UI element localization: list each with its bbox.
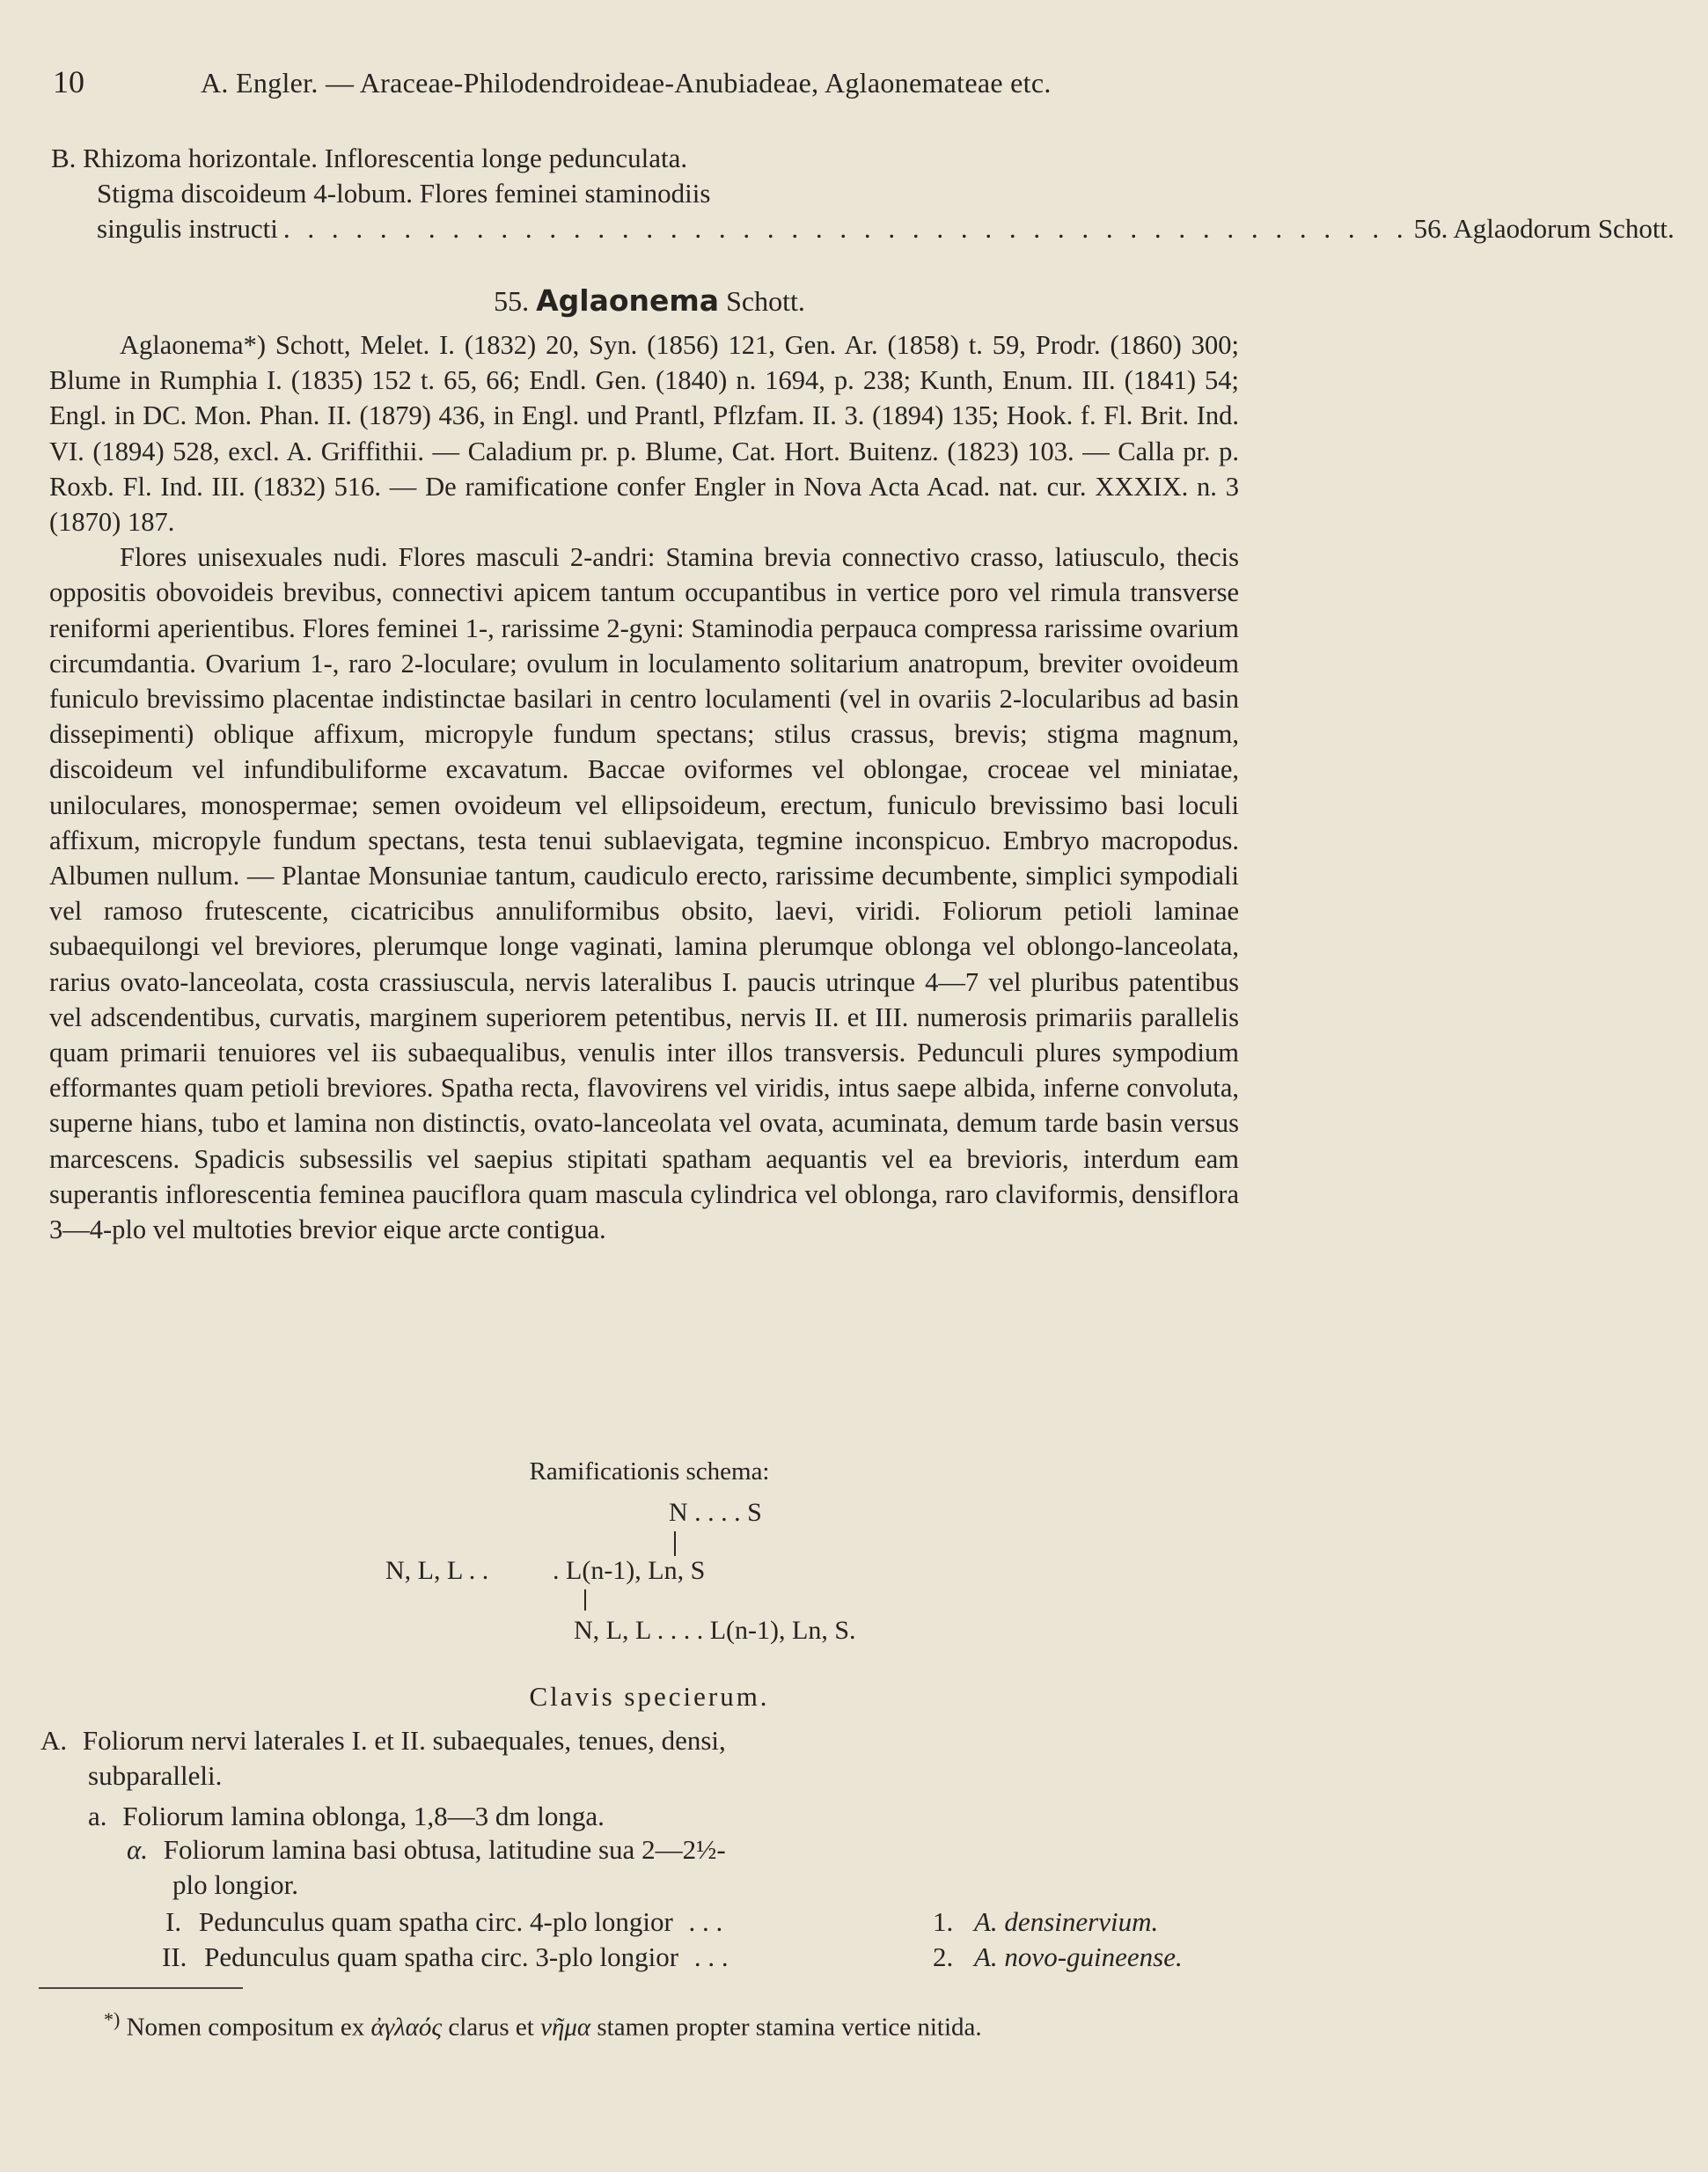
key-section-b xyxy=(51,141,1675,246)
footnote-marker: *) xyxy=(104,2008,121,2030)
key-A-label: A. xyxy=(40,1725,68,1756)
key-alpha-label: α. xyxy=(127,1834,149,1865)
footnote-greek-1: ἀγλαός xyxy=(370,2013,443,2042)
key-item-2 xyxy=(162,1940,729,1975)
leader-dots: . . . . . . . . . . . . . . . . . . . . . . . . . . . . . . . . . . . . . . . . . . . . . . . xyxy=(282,213,1409,244)
section-b-line1: B. Rhizoma horizontale. Inflorescentia longe pedunculata. xyxy=(51,143,688,173)
species-number: 1. xyxy=(933,1906,954,1937)
main-text xyxy=(49,327,1239,1247)
schema-row2-mid: . L(n-1), Ln, S xyxy=(553,1556,706,1585)
species-name: A. densinervium. xyxy=(974,1906,1159,1937)
footnote-greek-2: νῆμα xyxy=(540,2013,591,2042)
key-a xyxy=(88,1799,605,1834)
key-item-dots: . . . xyxy=(688,1906,723,1937)
clavis-title: Clavis specierum. xyxy=(529,1681,770,1712)
footnote-rule xyxy=(39,1987,243,1989)
key-a-label: a. xyxy=(88,1801,107,1831)
footnote xyxy=(104,2008,982,2043)
key-item-2-result xyxy=(933,1940,1183,1975)
footnote-text-before: Nomen compositum ex xyxy=(126,2013,365,2042)
species-name: A. novo-guineense. xyxy=(974,1941,1183,1972)
page-header xyxy=(53,63,1206,100)
key-item-1-result xyxy=(933,1904,1158,1940)
key-item-text: Pedunculus quam spatha circ. 3-plo longior xyxy=(204,1941,679,1972)
section-b-ref: 56. Aglaodorum Schott. xyxy=(1413,213,1675,244)
genus-heading xyxy=(0,283,1299,318)
species-number: 2. xyxy=(933,1941,954,1972)
key-A xyxy=(40,1723,726,1758)
key-alpha-text1: Foliorum lamina basi obtusa, latitudine sua 2—2½- xyxy=(163,1834,726,1865)
running-title: A. Engler. — Araceae-Philodendroideae-Anubiadeae, Aglaonemateae etc. xyxy=(201,67,1052,99)
key-item-label: II. xyxy=(162,1941,187,1972)
footnote-text-mid: clarus et xyxy=(448,2013,534,2042)
key-alpha-text2: plo longior. xyxy=(172,1869,298,1900)
key-alpha xyxy=(127,1832,726,1867)
key-item-label: I. xyxy=(165,1906,182,1937)
schema-row1: N . . . . S xyxy=(669,1498,762,1527)
schema-row3: N, L, L . . . . L(n-1), Ln, S. xyxy=(574,1616,856,1645)
genus-number: 55. xyxy=(494,285,530,317)
genus-author: Schott. xyxy=(726,285,805,317)
page-number: 10 xyxy=(53,64,84,99)
schema-title: Ramificationis schema: xyxy=(529,1457,770,1486)
section-b-line3-text: singulis instructi xyxy=(97,213,278,244)
key-item-1 xyxy=(165,1904,722,1940)
schema-connector-top xyxy=(674,1531,676,1556)
schema-row2-left: N, L, L . . xyxy=(385,1556,489,1585)
footnote-text-after: stamen propter stamina vertice nitida. xyxy=(597,2013,982,2042)
key-a-text: Foliorum lamina oblonga, 1,8—3 dm longa. xyxy=(122,1801,605,1831)
key-item-text: Pedunculus quam spatha circ. 4-plo longior xyxy=(198,1906,673,1937)
synonymy-paragraph: Aglaonema*) Schott, Melet. I. (1832) 20, Syn. (1856) 121, Gen. Ar. (1858) t. 59, Prodr. (1860) 300; Blume in Rumphia I. (1835) 152 t. 65, 66; Endl. Gen. (1840) n. 1694, p. 238; Kunth, Enum. III. (1841) 54; Engl. in DC. Mon. Phan. II. (1879) 436, in Engl. und Prantl, Pflzfam. II. 3. (1894) 135; Hook. f. Fl. Brit. Ind. VI. (1894) 528, excl. A. Griffithii. — Caladium pr. p. Blume, Cat. Hort. Buitenz. (1823) 103. — Calla pr. p. Roxb. Fl. Ind. III. (1832) 516. — De ramificatione confer Engler in Nova Acta Acad. nat. cur. XXXIX. n. 3 (1870) 187. xyxy=(49,330,1239,538)
schema-connector-bottom xyxy=(584,1589,586,1611)
description-paragraph: Flores unisexuales nudi. Flores masculi 2-andri: Stamina brevia connectivo crasso, latiusculo, thecis oppositis obovoideis brevibus, connectivi apicem tantum occupantibus in vertice poro vel rimula transverse reniformi aperientibus. Flores feminei 1-, rarissime 2-gyni: Staminodia perpauca compressa rarissime ovarium circumdantia. Ovarium 1-, raro 2-loculare; ovulum in loculamento solitarium anatropum, breviter ovoideum funiculo brevissimo placentae indistinctae basilari in centro loculamenti (vel in ovariis 2-locularibus ad basin dissepimenti) oblique affixum, micropyle fundum spectans; stilus crassus, brevis; stigma magnum, discoideum vel infundibuliforme excavatum. Baccae oviformes vel oblongae, croceae vel miniatae, uniloculares, monospermae; semen ovoideum vel ellipsoideum, erectum, funiculo brevissimo basi loculi affixum, micropyle fundum spectans, testa tenui sublaevigata, tegmine inconspicuo. Embryo macropodus. Albumen nullum. — Plantae Monsuniae tantum, caudiculo erecto, rarissime decumbente, simplici sympodiali vel ramoso frutescente, cicatricibus annuliformibus obsito, laevi, viridi. Foliorum petioli laminae subaequilongi vel breviores, plerumque longe vaginati, lamina plerumque oblonga vel oblongo-lanceolata, rarius ovato-lanceolata, costa crassiuscula, nervis lateralibus I. paucis utrinque 4—7 vel pluribus patentibus vel adscendentibus, curvatis, marginem superiorem petentibus, nervis II. et III. numerosis primariis parallelis quam primarii tenuiores vel iis subaequalibus, venulis inter illos transversis. Pedunculi plures sympodium efformantes quam petioli breviores. Spatha recta, flavovirens vel viridis, intus saepe albida, inferne convoluta, superne hians, tubo et lamina non distinctis, ovato-lanceolata vel ovata, acuminata, demum tarde basin versus marcescens. Spadicis subsessilis vel saepius stipitati spatham aequantis vel ea brevioris, interdum eam superantis inflorescentia feminea pauciflora quam mascula cylindrica vel oblonga, raro claviformis, densiflora 3—4-plo vel multoties brevior eique arcte contigua. xyxy=(49,542,1239,1245)
key-A-text2: subparalleli. xyxy=(88,1760,223,1791)
genus-name: Aglaonema xyxy=(536,283,720,318)
section-b-line3 xyxy=(51,211,1675,246)
section-b-line2: Stigma discoideum 4-lobum. Flores feminei staminodiis xyxy=(97,178,711,209)
key-item-dots: . . . xyxy=(693,1941,729,1972)
key-A-text1: Foliorum nervi laterales I. et II. subaequales, tenues, densi, xyxy=(82,1725,726,1756)
